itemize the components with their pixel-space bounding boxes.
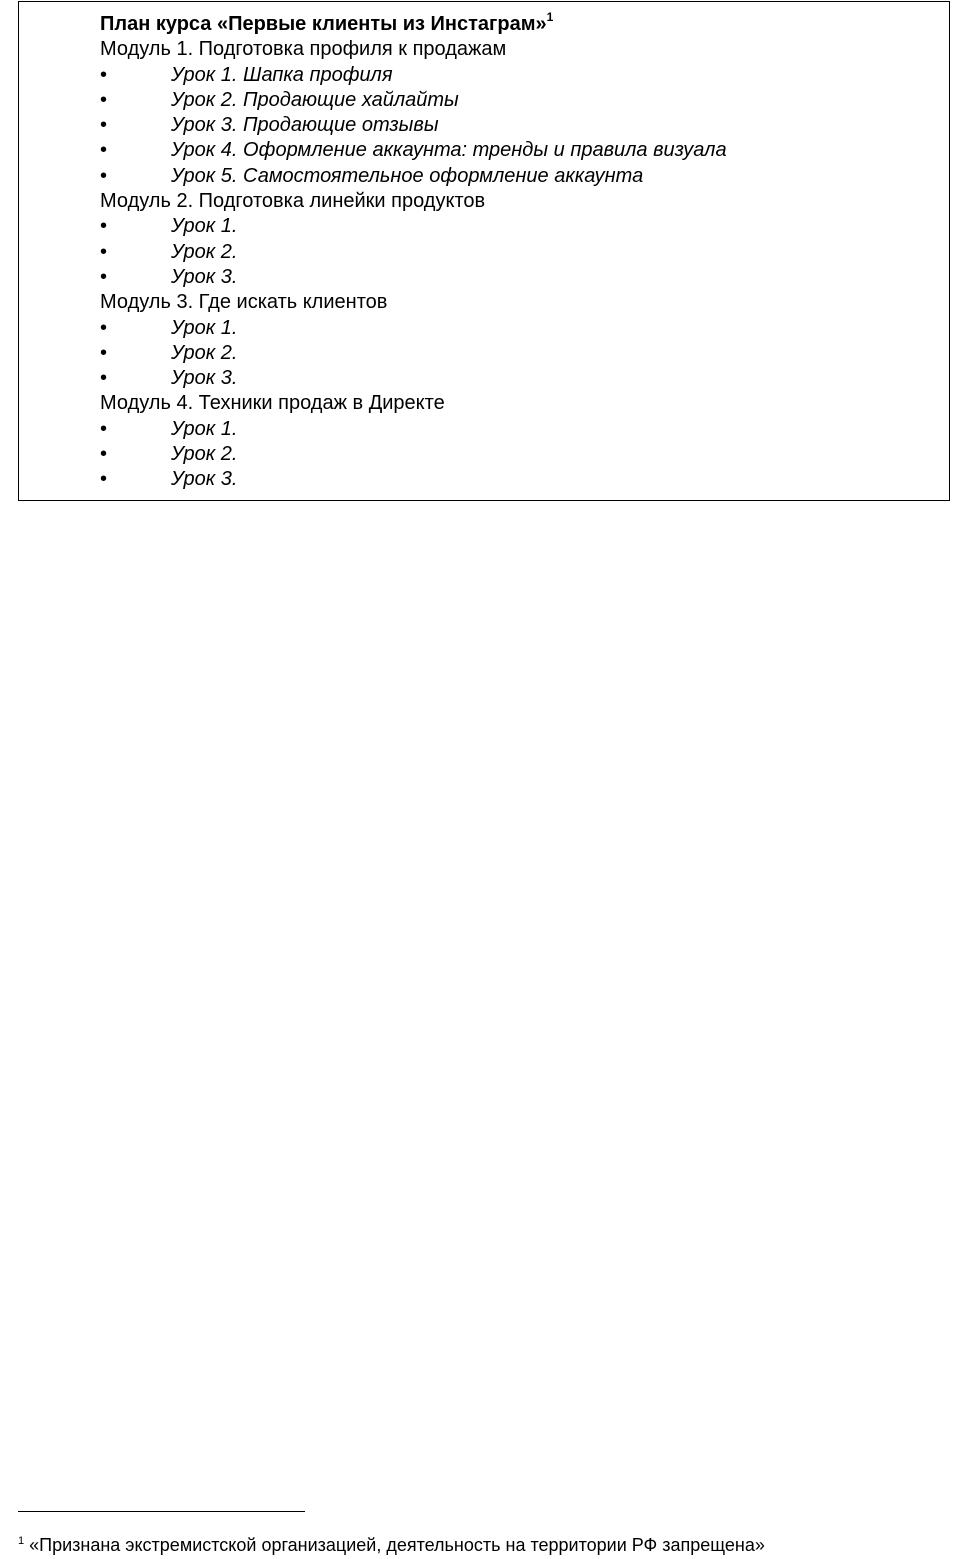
- course-plan-title: [100, 12, 940, 37]
- module-1-title: Модуль 1. Подготовка профиля к продажам: [100, 38, 507, 61]
- lesson-title: Урок 3.: [171, 468, 238, 491]
- bullet-icon: •: [100, 114, 108, 137]
- module-4-title: Модуль 4. Техники продаж в Директе: [100, 392, 445, 415]
- course-plan-content: [100, 12, 940, 493]
- bullet-icon: •: [100, 215, 108, 238]
- lesson-title: Урок 2.: [171, 443, 238, 466]
- footnote: [18, 1534, 765, 1556]
- lesson-title: Урок 4. Оформление аккаунта: тренды и правила визуала: [171, 139, 727, 162]
- module-2-lesson-3: [100, 265, 940, 290]
- footnote-separator: [18, 1511, 305, 1512]
- bullet-icon: •: [100, 240, 108, 263]
- module-4-lesson-1: [100, 417, 940, 442]
- module-3-lesson-3: [100, 366, 940, 391]
- footnote-reference-mark: 1: [546, 10, 554, 25]
- lesson-title: Урок 1.: [171, 417, 238, 440]
- bullet-icon: •: [100, 468, 108, 491]
- bullet-icon: •: [100, 164, 108, 187]
- lesson-title: Урок 2.: [171, 240, 238, 263]
- footnote-text: «Признана экстремистской организацией, деятельность на территории РФ запрещена»: [29, 1535, 765, 1555]
- bullet-icon: •: [100, 417, 108, 440]
- lesson-title: Урок 3.: [171, 367, 238, 390]
- lesson-title: Урок 1.: [171, 316, 238, 339]
- module-1-lesson-4: [100, 138, 940, 163]
- lesson-title: Урок 3. Продающие отзывы: [171, 114, 439, 137]
- bullet-icon: •: [100, 265, 108, 288]
- module-2-title: Модуль 2. Подготовка линейки продуктов: [100, 190, 486, 213]
- bullet-icon: •: [100, 139, 108, 162]
- module-1-lesson-1: [100, 63, 940, 88]
- module-1-lesson-3: [100, 113, 940, 138]
- lesson-title: Урок 2. Продающие хайлайты: [171, 88, 459, 111]
- module-3-lesson-1: [100, 316, 940, 341]
- module-2-lesson-2: [100, 240, 940, 265]
- module-2-lesson-1: [100, 214, 940, 239]
- module-4-lesson-3: [100, 467, 940, 492]
- footnote-mark: 1: [18, 1535, 25, 1547]
- lesson-title: Урок 2.: [171, 341, 238, 364]
- bullet-icon: •: [100, 63, 108, 86]
- module-1-lesson-2: [100, 88, 940, 113]
- bullet-icon: •: [100, 316, 108, 339]
- lesson-title: Урок 1. Шапка профиля: [171, 63, 393, 86]
- course-plan-box: [18, 1, 950, 501]
- bullet-icon: •: [100, 367, 108, 390]
- course-plan-title-text: План курса «Первые клиенты из Инстаграм»: [100, 13, 547, 35]
- module-1-lesson-5: [100, 164, 940, 189]
- module-4-lesson-2: [100, 442, 940, 467]
- bullet-icon: •: [100, 88, 108, 111]
- lesson-title: Урок 5. Самостоятельное оформление аккаунта: [171, 164, 644, 187]
- module-3-lesson-2: [100, 341, 940, 366]
- bullet-icon: •: [100, 341, 108, 364]
- module-3-title: Модуль 3. Где искать клиентов: [100, 291, 388, 314]
- bullet-icon: •: [100, 443, 108, 466]
- lesson-title: Урок 1.: [171, 215, 238, 238]
- lesson-title: Урок 3.: [171, 265, 238, 288]
